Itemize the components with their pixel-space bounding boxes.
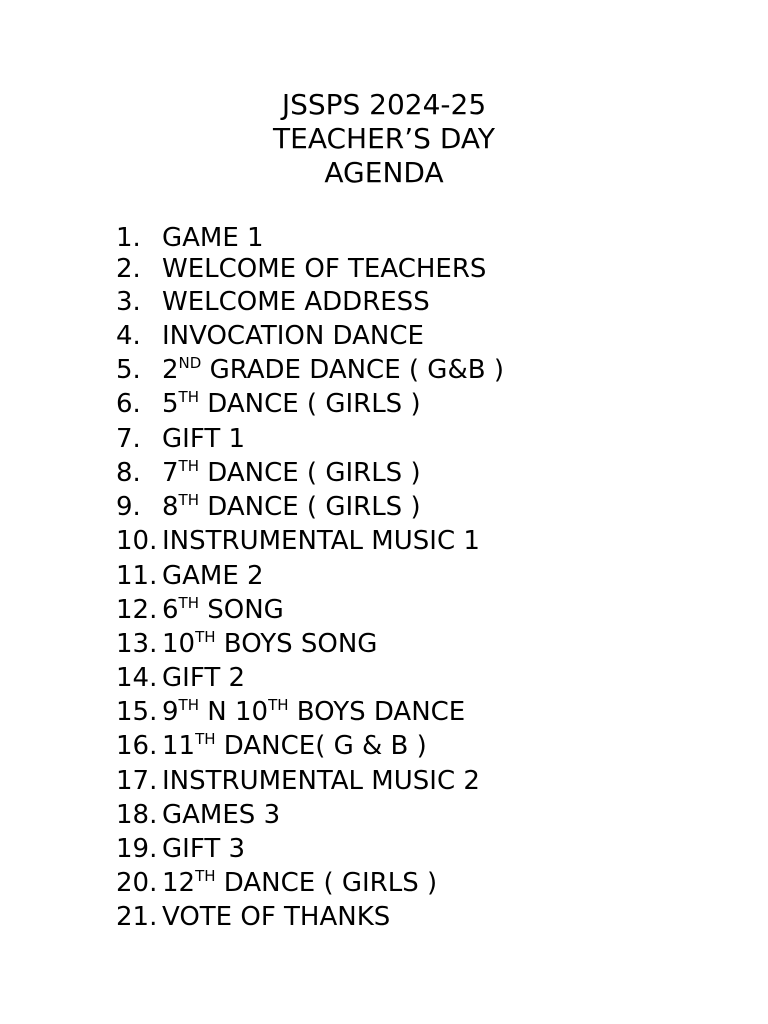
agenda-item-number: 15. [116, 697, 158, 727]
agenda-item-text [162, 866, 437, 900]
agenda-item-text [162, 593, 284, 627]
agenda-item-number: 7. [116, 424, 141, 454]
agenda-item-text-part: DANCE ( GIRLS ) [199, 458, 421, 488]
agenda-item-number: 10. [116, 526, 158, 556]
agenda-item-text-part: WELCOME ADDRESS [162, 287, 430, 317]
agenda-item-text-part: GIFT 3 [162, 834, 246, 864]
ordinal-suffix: TH [178, 388, 199, 406]
agenda-item-text-part: 9 [162, 697, 179, 727]
agenda-item-text [162, 319, 424, 353]
agenda-item-number: 19. [116, 834, 158, 864]
agenda-item-text [162, 661, 245, 695]
agenda-item-number: 20. [116, 868, 158, 898]
agenda-item-text-part: DANCE ( GIRLS ) [199, 492, 421, 522]
agenda-item-text [162, 221, 264, 255]
agenda-item-text [162, 900, 390, 934]
agenda-item-number: 14. [116, 663, 158, 693]
agenda-item-number: 1. [116, 223, 141, 253]
agenda-item-text [162, 490, 421, 524]
agenda-item-text-part: 12 [162, 868, 196, 898]
ordinal-suffix: TH [178, 457, 199, 475]
agenda-item-number: 12. [116, 595, 158, 625]
agenda-item-number: 8. [116, 458, 141, 488]
agenda-item-number: 21. [116, 902, 158, 932]
agenda-item-text-part: GRADE DANCE ( G&B ) [201, 355, 504, 385]
agenda-item-text-part: 2 [162, 355, 179, 385]
ordinal-suffix: ND [178, 354, 202, 372]
agenda-item-number: 9. [116, 492, 141, 522]
agenda-item-text-part: 7 [162, 458, 179, 488]
agenda-item-text-part: DANCE ( GIRLS ) [199, 389, 421, 419]
agenda-item-text-part: 11 [162, 731, 196, 761]
agenda-item-text-part: GIFT 2 [162, 663, 246, 693]
agenda-item-number: 18. [116, 800, 158, 830]
agenda-item-text-part: 10 [162, 629, 196, 659]
agenda-item-text [162, 353, 504, 387]
agenda-item-text [162, 422, 245, 456]
ordinal-suffix: TH [195, 730, 216, 748]
agenda-item-text-part: GAME 2 [162, 561, 264, 591]
agenda-item-text [162, 252, 486, 286]
ordinal-suffix: TH [178, 491, 199, 509]
agenda-item-text [162, 798, 280, 832]
agenda-item-text-part: BOYS DANCE [288, 697, 466, 727]
ordinal-suffix: TH [195, 867, 216, 885]
agenda-item-text [162, 832, 245, 866]
agenda-item-text-part: INSTRUMENTAL MUSIC 2 [162, 766, 480, 796]
agenda-item-text [162, 729, 427, 763]
agenda-item-number: 6. [116, 389, 141, 419]
agenda-item-number: 13. [116, 629, 158, 659]
agenda-item-text-part: DANCE ( GIRLS ) [215, 868, 438, 898]
agenda-item-text [162, 387, 421, 421]
agenda-item-number: 11. [116, 561, 158, 591]
agenda-item-number: 17. [116, 766, 158, 796]
agenda-item-number: 3. [116, 287, 141, 317]
ordinal-suffix: TH [178, 594, 199, 612]
agenda-item-text-part: N 10 [199, 697, 269, 727]
document-title [0, 88, 768, 190]
agenda-item-text [162, 456, 421, 490]
agenda-item-text [162, 627, 377, 661]
agenda-item-text-part: SONG [199, 595, 284, 625]
agenda-item-number: 2. [116, 254, 141, 284]
agenda-item-text-part: GAMES 3 [162, 800, 281, 830]
agenda-item-text-part: INVOCATION DANCE [162, 321, 424, 351]
agenda-item-text-part: 5 [162, 389, 179, 419]
agenda-item-text [162, 524, 480, 558]
agenda-item-text-part: GIFT 1 [162, 424, 246, 454]
agenda-item-text-part: WELCOME OF TEACHERS [162, 254, 487, 284]
title-school-year: JSSPS 2024-25 [281, 88, 487, 121]
agenda-item-text-part: VOTE OF THANKS [162, 902, 391, 932]
ordinal-suffix: TH [268, 696, 289, 714]
agenda-item-text-part: 6 [162, 595, 179, 625]
agenda-item-text [162, 285, 430, 319]
title-event: TEACHER’S DAY [273, 122, 495, 155]
agenda-item-text-part: GAME 1 [162, 223, 264, 253]
agenda-item-text [162, 695, 465, 729]
agenda-item-text-part: DANCE( G & B ) [215, 731, 427, 761]
agenda-item-number: 16. [116, 731, 158, 761]
agenda-item-text [162, 764, 480, 798]
agenda-item-number: 5. [116, 355, 141, 385]
agenda-item-number: 4. [116, 321, 141, 351]
agenda-item-text [162, 559, 264, 593]
title-agenda: AGENDA [324, 156, 444, 189]
ordinal-suffix: TH [178, 696, 199, 714]
agenda-item-text-part: INSTRUMENTAL MUSIC 1 [162, 526, 480, 556]
agenda-item-text-part: 8 [162, 492, 179, 522]
agenda-item-text-part: BOYS SONG [215, 629, 378, 659]
ordinal-suffix: TH [195, 628, 216, 646]
